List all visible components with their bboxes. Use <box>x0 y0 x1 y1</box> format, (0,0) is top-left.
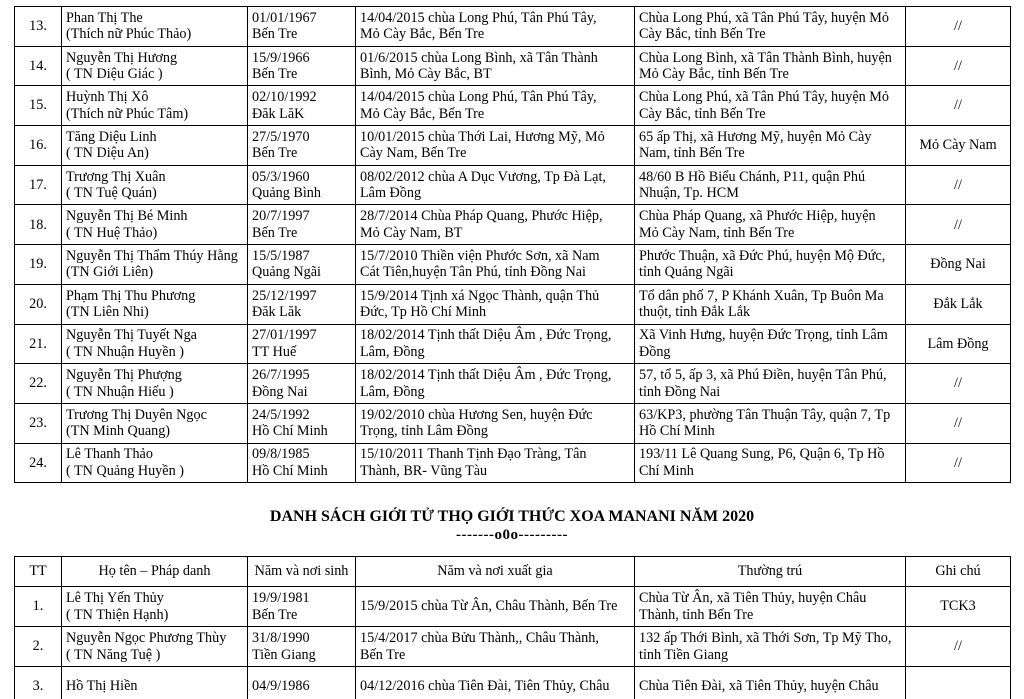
name-cell-name: Trương Thị Duyên Ngọc <box>66 406 207 423</box>
birth-cell <box>248 7 356 47</box>
name-cell-dharma: (TN Liên Nhi) <box>66 304 149 321</box>
row-number-no: 22. <box>29 375 47 392</box>
residence-cell <box>635 245 906 285</box>
ordination-cell-ord1: 19/02/2010 chùa Hương Sen, huyện Đức <box>360 406 593 423</box>
birth-cell-dob: 15/9/1966 <box>252 49 310 66</box>
birth-cell <box>248 443 356 483</box>
ordination-cell-ord1: 15/9/2015 chùa Từ Ân, Châu Thành, Bến Tre <box>360 598 618 615</box>
ordination-cell <box>356 403 635 443</box>
row-number <box>15 324 62 364</box>
birth-cell-pob: Quảng Bình <box>252 185 321 202</box>
name-cell <box>62 46 248 86</box>
row-number-no: 18. <box>29 216 47 233</box>
ordination-cell <box>356 7 635 47</box>
note-cell-note: // <box>954 57 962 74</box>
birth-cell-pob: Tiền Giang <box>252 646 316 663</box>
birth-cell <box>248 403 356 443</box>
table-row <box>15 165 1011 205</box>
residence-cell-res1: 193/11 Lê Quang Sung, P6, Quận 6, Tp Hồ <box>639 446 885 463</box>
residence-cell-res2: Hồ Chí Minh <box>639 423 715 440</box>
ordination-cell-ord2: Đức, Tp Hồ Chí Minh <box>360 304 487 321</box>
table-row <box>15 403 1011 443</box>
ordination-cell-ord2: Bình, Mỏ Cày Bắc, BT <box>360 66 492 83</box>
name-cell-name: Nguyễn Thị Phượng <box>66 367 182 384</box>
note-cell <box>906 587 1011 627</box>
table-row <box>15 443 1011 483</box>
name-cell <box>62 403 248 443</box>
ordination-cell-ord2: Cát Tiên,huyện Tân Phú, tỉnh Đồng Nai <box>360 264 586 281</box>
note-cell-note: // <box>954 375 962 392</box>
note-cell <box>906 627 1011 667</box>
residence-cell-res1: Chùa Long Phú, xã Tân Phú Tây, huyện Mỏ <box>639 9 889 26</box>
residence-cell-res1: Chùa Long Bình, xã Tân Thành Bình, huyện <box>639 49 892 66</box>
candidate-table-continued <box>14 6 1011 483</box>
birth-cell-dob: 02/10/1992 <box>252 89 317 106</box>
residence-cell-res2: Thành, tỉnh Bến Tre <box>639 606 754 623</box>
table-row <box>15 667 1011 699</box>
residence-cell-res2: Mỏ Cày Bắc, tỉnh Bến Tre <box>639 66 789 83</box>
note-cell <box>906 7 1011 47</box>
row-number-no: 23. <box>29 414 47 431</box>
row-number-no: 1. <box>32 598 44 615</box>
ordination-cell-ord1: 14/04/2015 chùa Long Phú, Tân Phú Tây, <box>360 9 597 26</box>
name-cell <box>62 627 248 667</box>
name-cell <box>62 587 248 627</box>
row-number <box>15 403 62 443</box>
birth-cell-dob: 31/8/1990 <box>252 630 310 646</box>
ordination-cell-ord1: 15/10/2011 Thanh Tịnh Đạo Tràng, Tân <box>360 446 587 463</box>
table-row <box>15 587 1011 627</box>
row-number <box>15 443 62 483</box>
ordination-cell-ord1: 10/01/2015 chùa Thới Lai, Hương Mỹ, Mỏ <box>360 128 605 145</box>
ordination-cell-ord1: 15/9/2014 Tịnh xá Ngọc Thành, quận Thủ <box>360 287 600 304</box>
ordination-cell <box>356 46 635 86</box>
birth-cell-pob: Đăk Lăk <box>252 304 302 321</box>
birth-cell <box>248 205 356 245</box>
name-cell-dharma: ( TN Diệu Giác ) <box>66 66 163 83</box>
ordination-cell-ord2: Cày Nam, Bến Tre <box>360 145 467 162</box>
birth-cell-dob: 20/7/1997 <box>252 208 310 225</box>
residence-cell-res1: Chùa Pháp Quang, xã Phước Hiệp, huyện <box>639 208 876 225</box>
ordination-cell-ord1: 15/7/2010 Thiền viện Phước Sơn, xã Nam <box>360 247 600 264</box>
row-number <box>15 284 62 324</box>
name-cell <box>62 443 248 483</box>
header-tt: TT <box>15 557 62 587</box>
ordination-cell-ord1: 14/04/2015 chùa Long Phú, Tân Phú Tây, <box>360 89 597 106</box>
note-cell <box>906 364 1011 404</box>
birth-cell <box>248 667 356 699</box>
birth-cell <box>248 86 356 126</box>
ordination-cell-ord2: Lâm, Đồng <box>360 383 425 400</box>
table-row <box>15 205 1011 245</box>
birth-cell-pob: Đăk LăK <box>252 105 305 122</box>
row-number-no: 19. <box>29 256 47 273</box>
name-cell-dharma: (TN Minh Quang) <box>66 423 171 440</box>
row-number <box>15 627 62 667</box>
row-number-no: 3. <box>32 678 44 695</box>
name-cell-name: Phạm Thị Thu Phương <box>66 287 196 304</box>
table-row <box>15 126 1011 166</box>
ordination-cell-ord2: Lâm, Đồng <box>360 343 425 360</box>
residence-cell-res1: 57, tổ 5, ấp 3, xã Phú Điền, huyện Tân Phú, <box>639 367 887 384</box>
ordination-cell <box>356 364 635 404</box>
residence-cell-res1: Xã Vinh Hưng, huyện Đức Trọng, tỉnh Lâm <box>639 327 888 344</box>
residence-cell <box>635 364 906 404</box>
header-note: Ghi chú <box>906 557 1011 587</box>
section-title: DANH SÁCH GIỚI TỬ THỌ GIỚI THỨC XOA MANANI NĂM 2020 <box>269 508 755 525</box>
birth-cell <box>248 245 356 285</box>
residence-cell-res1: 132 ấp Thới Bình, xã Thới Sơn, Tp Mỹ Tho, <box>639 630 892 646</box>
row-number-no: 13. <box>29 18 47 35</box>
note-cell-note: // <box>954 176 962 193</box>
birth-cell <box>248 587 356 627</box>
birth-cell-dob: 24/5/1992 <box>252 406 310 423</box>
residence-cell <box>635 7 906 47</box>
name-cell-name: Nguyễn Thị Tuyết Nga <box>66 327 197 344</box>
ordination-cell-ord1: 18/02/2014 Tịnh thất Diệu Âm , Đức Trọng, <box>360 327 612 344</box>
birth-cell-pob: Đồng Nai <box>252 383 308 400</box>
candidate-table-body <box>15 7 1011 483</box>
note-cell-note: Mỏ Cày Nam <box>919 137 997 154</box>
name-cell-name: Tăng Diệu Linh <box>66 128 157 145</box>
birth-cell-pob: Hồ Chí Minh <box>252 423 328 440</box>
name-cell-dharma: (Thích nữ Phúc Tâm) <box>66 105 189 122</box>
ordination-cell-ord2: Thành, BR- Vũng Tàu <box>360 462 488 479</box>
residence-cell <box>635 627 906 667</box>
birth-cell-dob: 26/7/1995 <box>252 367 310 384</box>
birth-cell-pob: Bến Tre <box>252 66 298 83</box>
name-cell <box>62 7 248 47</box>
birth-cell <box>248 364 356 404</box>
residence-cell <box>635 667 906 699</box>
residence-cell <box>635 86 906 126</box>
name-cell-name: Nguyễn Thị Hương <box>66 49 178 66</box>
residence-cell <box>635 46 906 86</box>
thuc-xoa-table <box>14 556 1011 699</box>
residence-cell-res1: Chùa Từ Ân, xã Tiên Thủy, huyện Châu <box>639 590 867 606</box>
birth-cell <box>248 165 356 205</box>
row-number-no: 14. <box>29 57 47 74</box>
name-cell-name: Phan Thị The <box>66 9 143 26</box>
residence-cell-res2: tỉnh Quảng Ngãi <box>639 264 734 281</box>
note-cell <box>906 403 1011 443</box>
note-cell <box>906 46 1011 86</box>
residence-cell <box>635 205 906 245</box>
section-separator: -------o0o--------- <box>456 527 568 543</box>
residence-cell <box>635 284 906 324</box>
note-cell <box>906 324 1011 364</box>
birth-cell <box>248 627 356 667</box>
row-number-no: 15. <box>29 97 47 114</box>
birth-cell-dob: 01/01/1967 <box>252 9 317 26</box>
name-cell-dharma: (TN Giới Liên) <box>66 264 154 281</box>
header-residence: Thường trú <box>635 557 906 587</box>
ordination-cell-ord1: 04/12/2016 chùa Tiên Đài, Tiên Thủy, Châu <box>360 678 610 695</box>
ordination-cell-ord2: Mỏ Cày Bắc, Bến Tre <box>360 26 485 43</box>
note-cell-note: // <box>954 97 962 114</box>
ordination-cell-ord1: 15/4/2017 chùa Bửu Thành,, Châu Thành, <box>360 630 599 646</box>
note-cell <box>906 205 1011 245</box>
note-cell <box>906 667 1011 699</box>
residence-cell-res1: 48/60 B Hồ Biểu Chánh, P11, quận Phú <box>639 168 866 185</box>
birth-cell-dob: 04/9/1986 <box>252 678 310 695</box>
birth-cell-dob: 05/3/1960 <box>252 168 310 185</box>
name-cell-dharma: ( TN Tuệ Quán) <box>66 185 157 202</box>
ordination-cell <box>356 165 635 205</box>
name-cell <box>62 86 248 126</box>
row-number <box>15 364 62 404</box>
birth-cell-dob: 09/8/1985 <box>252 446 310 463</box>
note-cell-note: // <box>954 18 962 35</box>
residence-cell <box>635 403 906 443</box>
ordination-cell-ord1: 28/7/2014 Chùa Pháp Quang, Phước Hiệp, <box>360 208 603 225</box>
birth-cell-dob: 27/5/1970 <box>252 128 310 145</box>
name-cell-name: Lê Thanh Thảo <box>66 446 153 463</box>
row-number <box>15 7 62 47</box>
residence-cell-res2: tỉnh Đồng Nai <box>639 383 721 400</box>
note-cell <box>906 165 1011 205</box>
residence-cell-res2: Đồng <box>639 343 671 360</box>
note-cell-note: // <box>954 454 962 471</box>
note-cell-note: TCK3 <box>940 598 976 615</box>
name-cell <box>62 205 248 245</box>
residence-cell <box>635 587 906 627</box>
name-cell <box>62 284 248 324</box>
ordination-cell-ord2: Mỏ Cày Bắc, Bến Tre <box>360 105 485 122</box>
table-row <box>15 245 1011 285</box>
note-cell-note: // <box>954 414 962 431</box>
residence-cell-res2: Nam, tỉnh Bến Tre <box>639 145 745 162</box>
ordination-cell-ord2: Mỏ Cày Nam, BT <box>360 224 463 241</box>
table-header-row <box>15 557 1011 587</box>
row-number <box>15 165 62 205</box>
table-row <box>15 364 1011 404</box>
ordination-cell-ord1: 01/6/2015 chùa Long Bình, xã Tân Thành <box>360 49 598 66</box>
residence-cell-res2: thuột, tỉnh Đắk Lắk <box>639 304 751 321</box>
residence-cell-res2: Cày Bắc, tỉnh Bến Tre <box>639 105 766 122</box>
ordination-cell-ord2: Lâm Đồng <box>360 185 422 202</box>
residence-cell-res1: Chùa Long Phú, xã Tân Phú Tây, huyện Mỏ <box>639 89 889 106</box>
ordination-cell <box>356 86 635 126</box>
table-row <box>15 627 1011 667</box>
residence-cell <box>635 443 906 483</box>
name-cell-name: Hồ Thị Hiền <box>66 678 138 695</box>
ordination-cell <box>356 667 635 699</box>
note-cell <box>906 86 1011 126</box>
note-cell <box>906 245 1011 285</box>
note-cell <box>906 443 1011 483</box>
name-cell <box>62 126 248 166</box>
note-cell-note: // <box>954 216 962 233</box>
name-cell <box>62 667 248 699</box>
ordination-cell <box>356 627 635 667</box>
residence-cell <box>635 165 906 205</box>
header-birth: Năm và nơi sinh <box>248 557 356 587</box>
table-row <box>15 86 1011 126</box>
row-number-no: 24. <box>29 454 47 471</box>
birth-cell <box>248 46 356 86</box>
note-cell <box>906 126 1011 166</box>
residence-cell <box>635 324 906 364</box>
name-cell-name: Lê Thị Yến Thủy <box>66 590 164 606</box>
row-number <box>15 46 62 86</box>
table-row <box>15 284 1011 324</box>
row-number-no: 20. <box>29 295 47 312</box>
thuc-xoa-table-body <box>15 587 1011 699</box>
birth-cell-pob: Bến Tre <box>252 224 298 241</box>
ordination-cell-ord1: 18/02/2014 Tịnh thất Diệu Âm , Đức Trọng, <box>360 367 612 384</box>
row-number <box>15 667 62 699</box>
birth-cell <box>248 284 356 324</box>
ordination-cell-ord2: Trọng, tỉnh Lâm Đồng <box>360 423 488 440</box>
row-number <box>15 205 62 245</box>
row-number <box>15 245 62 285</box>
birth-cell <box>248 324 356 364</box>
ordination-cell <box>356 443 635 483</box>
table-row <box>15 324 1011 364</box>
header-name: Họ tên – Pháp danh <box>62 557 248 587</box>
birth-cell-pob: Bến Tre <box>252 606 298 623</box>
note-cell-note: Đồng Nai <box>930 256 986 273</box>
residence-cell-res1: 65 ấp Thị, xã Hương Mỹ, huyện Mỏ Cày <box>639 128 872 145</box>
birth-cell-dob: 27/01/1997 <box>252 327 317 344</box>
residence-cell-res2: Chí Minh <box>639 462 694 479</box>
name-cell-name: Nguyễn Ngọc Phương Thùy <box>66 630 227 646</box>
note-cell-note: Lâm Đồng <box>927 335 989 352</box>
ordination-cell <box>356 205 635 245</box>
table-row <box>15 46 1011 86</box>
ordination-cell <box>356 126 635 166</box>
name-cell-dharma: ( TN Năng Tuệ ) <box>66 646 161 663</box>
birth-cell-dob: 19/9/1981 <box>252 590 310 606</box>
note-cell <box>906 284 1011 324</box>
residence-cell-res2: Cày Bắc, tỉnh Bến Tre <box>639 26 766 43</box>
header-ordination: Năm và nơi xuất gia <box>356 557 635 587</box>
name-cell-dharma: ( TN Thiện Hạnh) <box>66 606 169 623</box>
row-number <box>15 86 62 126</box>
name-cell <box>62 165 248 205</box>
name-cell-dharma: ( TN Nhuận Hiếu ) <box>66 383 174 400</box>
row-number-no: 16. <box>29 137 47 154</box>
note-cell-note: // <box>954 638 962 655</box>
name-cell-dharma: ( TN Quảng Huyền ) <box>66 462 184 479</box>
birth-cell-pob: Hồ Chí Minh <box>252 462 328 479</box>
note-cell-note: Đắk Lắk <box>933 295 983 312</box>
name-cell-dharma: ( TN Nhuận Huyền ) <box>66 343 184 360</box>
birth-cell-pob: TT Huế <box>252 343 297 360</box>
residence-cell-res2: tỉnh Tiền Giang <box>639 646 729 663</box>
birth-cell-pob: Quảng Ngãi <box>252 264 321 281</box>
name-cell-dharma: ( TN Diệu An) <box>66 145 149 162</box>
residence-cell-res2: Nhuận, Tp. HCM <box>639 185 739 202</box>
row-number <box>15 126 62 166</box>
residence-cell-res1: Tổ dân phố 7, P Khánh Xuân, Tp Buôn Ma <box>639 287 884 304</box>
ordination-cell-ord2: Bến Tre <box>360 646 406 663</box>
name-cell-dharma: (Thích nữ Phúc Thảo) <box>66 26 192 43</box>
ordination-cell <box>356 284 635 324</box>
ordination-cell <box>356 324 635 364</box>
name-cell <box>62 245 248 285</box>
row-number-no: 21. <box>29 335 47 352</box>
row-number-no: 17. <box>29 176 47 193</box>
ordination-cell <box>356 245 635 285</box>
residence-cell-res1: 63/KP3, phường Tân Thuận Tây, quận 7, Tp <box>639 406 891 423</box>
name-cell-name: Trương Thị Xuân <box>66 168 166 185</box>
name-cell <box>62 364 248 404</box>
birth-cell-dob: 15/5/1987 <box>252 247 310 264</box>
name-cell-dharma: ( TN Huệ Thảo) <box>66 224 158 241</box>
row-number-no: 2. <box>32 638 44 655</box>
birth-cell-pob: Bến Tre <box>252 145 298 162</box>
table-row <box>15 7 1011 47</box>
residence-cell-res1: Chùa Tiên Đài, xã Tiên Thủy, huyện Châu <box>639 678 879 695</box>
name-cell-name: Huỳnh Thị Xô <box>66 89 149 106</box>
residence-cell-res1: Phước Thuận, xã Đức Phú, huyện Mộ Đức, <box>639 247 886 264</box>
residence-cell-res2: Mỏ Cày Nam, tỉnh Bến Tre <box>639 224 795 241</box>
name-cell <box>62 324 248 364</box>
birth-cell-pob: Bến Tre <box>252 26 298 43</box>
ordination-cell <box>356 587 635 627</box>
name-cell-name: Nguyễn Thị Thẩm Thúy Hằng <box>66 247 238 264</box>
name-cell-name: Nguyễn Thị Bé Minh <box>66 208 188 225</box>
ordination-cell-ord1: 08/02/2012 chùa A Dục Vương, Tp Đà Lạt, <box>360 168 606 185</box>
birth-cell-dob: 25/12/1997 <box>252 287 317 304</box>
row-number <box>15 587 62 627</box>
birth-cell <box>248 126 356 166</box>
residence-cell <box>635 126 906 166</box>
